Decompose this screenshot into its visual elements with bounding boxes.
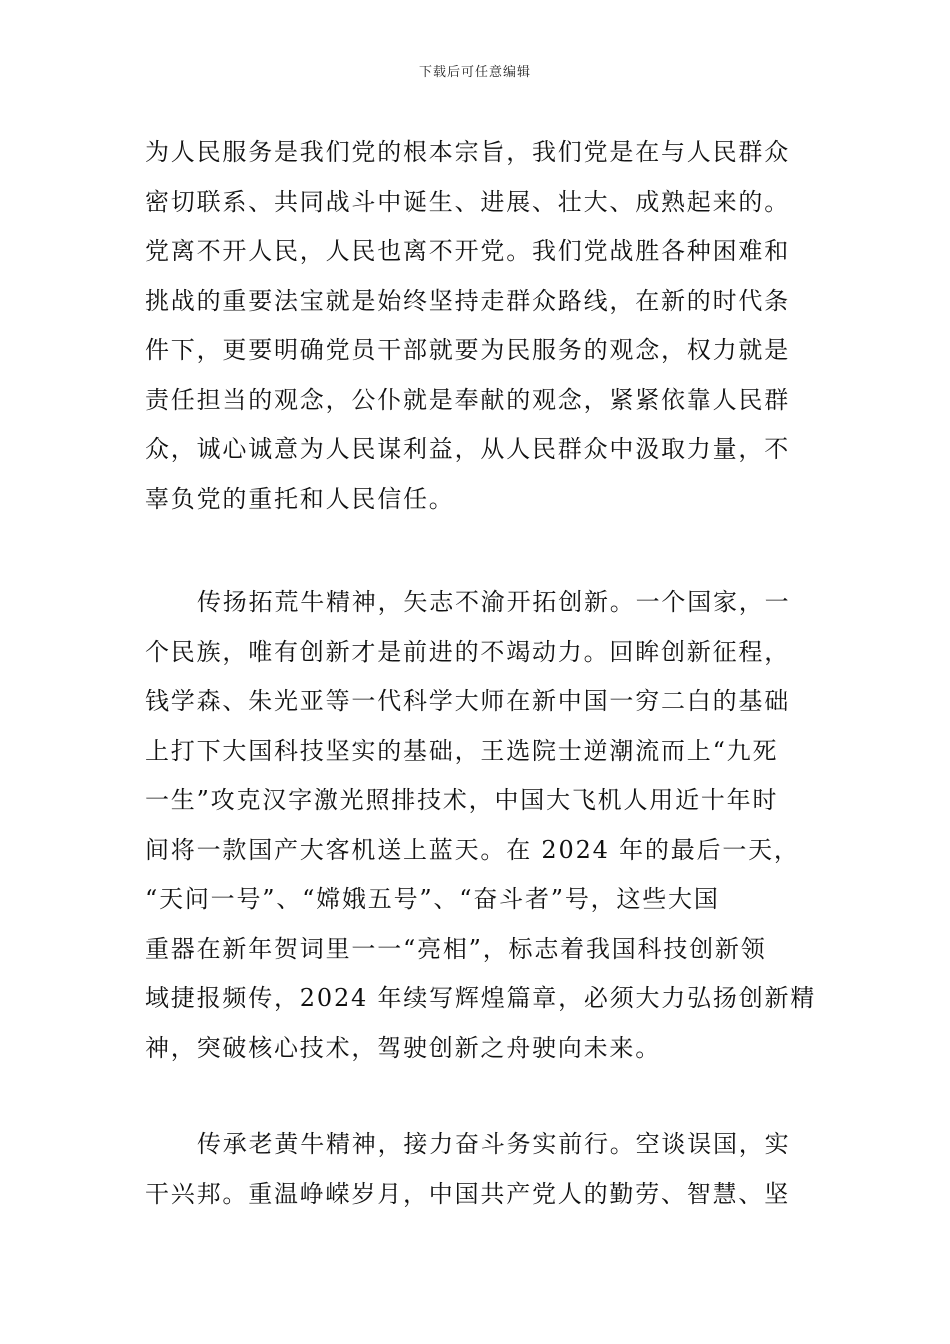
text-line: 密切联系、共同战斗中诞生、进展、壮大、成熟起来的。 <box>145 187 790 216</box>
text-line: 件下，更要明确党员干部就要为民服务的观念，权力就是 <box>145 336 790 364</box>
text-line: 一生”攻克汉字激光照排技术，中国大飞机人用近十年时 <box>145 786 779 814</box>
text-line: 众，诚心诚意为人民谋利益，从人民群众中汲取力量，不 <box>145 435 790 463</box>
text-line: “天问一号”、“嫦娥五号”、“奋斗者”号，这些大国 <box>145 885 720 913</box>
text-line: 传承老黄牛精神，接力奋斗务实前行。空谈误国，实 <box>197 1130 791 1158</box>
page-header: 下载后可任意编辑 <box>418 65 531 80</box>
paragraph-service <box>145 128 810 524</box>
text-line: 传扬拓荒牛精神，矢志不渝开拓创新。一个国家，一 <box>197 588 791 616</box>
text-line: 干兴邦。重温峥嵘岁月，中国共产党人的勤劳、智慧、坚 <box>145 1179 790 1208</box>
text-line: 神，突破核心技术，驾驶创新之舟驶向未来。 <box>145 1033 661 1062</box>
paragraph-hard-work <box>145 1120 810 1219</box>
text-line: 间将一款国产大客机送上蓝天。在 2024 年的最后一天， <box>145 835 800 864</box>
text-line: 重器在新年贺词里一一“亮相”，标志着我国科技创新领 <box>145 934 767 963</box>
text-line: 辜负党的重托和人民信任。 <box>145 484 455 513</box>
text-line: 党离不开人民，人民也离不开党。我们党战胜各种困难和 <box>145 237 790 265</box>
text-line: 域捷报频传，2024 年续写辉煌篇章，必须大力弘扬创新精 <box>145 984 817 1012</box>
paragraph-innovation <box>145 578 817 1073</box>
text-line: 挑战的重要法宝就是始终坚持走群众路线，在新的时代条 <box>145 286 790 315</box>
text-line: 钱学森、朱光亚等一代科学大师在新中国一穷二白的基础 <box>145 687 790 715</box>
text-line: 责任担当的观念，公仆就是奉献的观念，紧紧依靠人民群 <box>145 385 790 414</box>
text-line: 为人民服务是我们党的根本宗旨，我们党是在与人民群众 <box>145 138 790 166</box>
text-line: 上打下大国科技坚实的基础，王选院士逆潮流而上“九死 <box>145 736 779 765</box>
text-line: 个民族，唯有创新才是前进的不竭动力。回眸创新征程， <box>145 637 790 666</box>
